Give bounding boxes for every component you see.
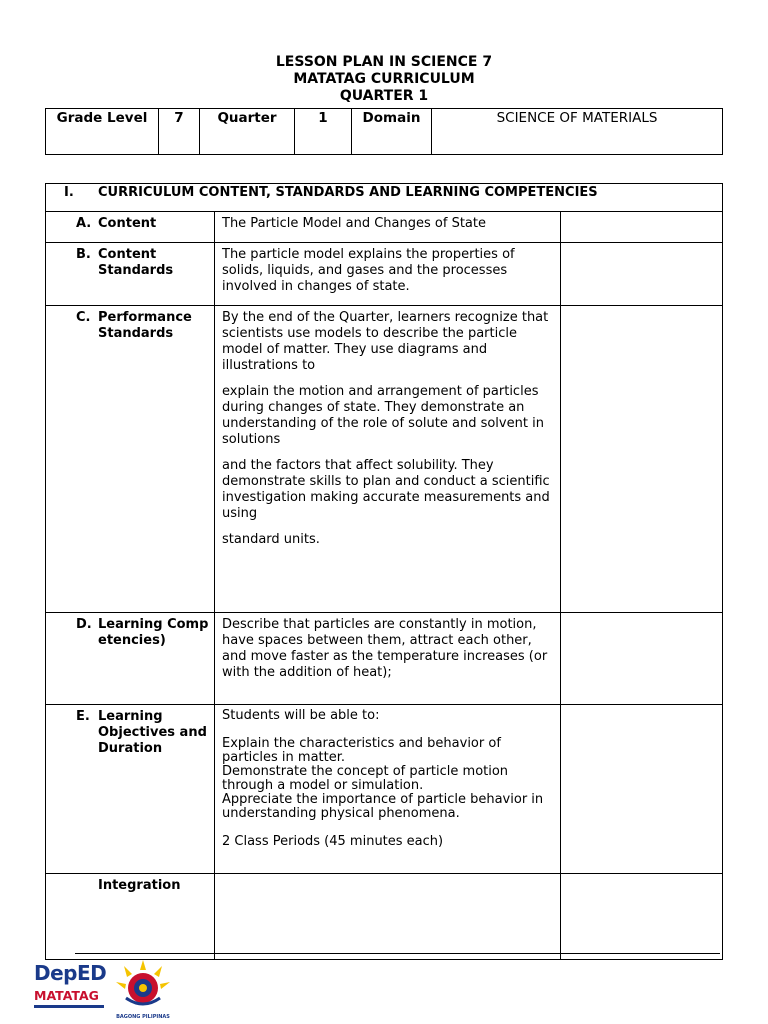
quarter-title: QUARTER 1 <box>339 88 429 104</box>
quarter-label: Quarter <box>200 109 295 155</box>
row-paragraph: By the end of the Quarter, learners recognize that scientists use models to describe the particle model of matter. They use diagrams and illustrations to <box>222 310 549 373</box>
row-label-text: Content Standards <box>98 247 174 278</box>
row-letter <box>76 878 98 894</box>
row-letter: C. <box>76 310 91 325</box>
row-notes <box>561 874 723 960</box>
row-paragraph: The particle model explains the properties of solids, liquids, and gases and the processes involved in changes of state. <box>222 247 515 294</box>
row-label-text: Learning Competencies) <box>98 617 209 648</box>
row-paragraph: Appreciate the importance of particle behavior in understanding physical phenomena. <box>222 792 544 821</box>
row-letter: B. <box>76 247 91 262</box>
row-paragraph: Demonstrate the concept of particle motion through a model or simulation. <box>222 764 509 793</box>
row-label-text: Learning Objectives and Duration <box>98 709 207 756</box>
row-letter: E. <box>76 709 90 724</box>
domain-value: SCIENCE OF MATERIALS <box>432 109 723 155</box>
grade-label: Grade Level <box>46 109 159 155</box>
row-label <box>46 613 215 705</box>
row-paragraph: Students will be able to: <box>222 708 380 723</box>
row-notes <box>561 306 723 613</box>
row-paragraph: The Particle Model and Changes of State <box>222 216 486 231</box>
deped-matatag-logo <box>34 962 110 1016</box>
deped-wordmark: DepED <box>34 961 107 985</box>
row-notes <box>561 613 723 705</box>
document-title: LESSON PLAN IN SCIENCE 7 <box>275 54 493 70</box>
footer-divider <box>75 953 720 954</box>
section-header <box>46 184 723 212</box>
row-content <box>215 212 561 243</box>
quarter-value: 1 <box>295 109 352 155</box>
row-content <box>215 243 561 306</box>
row-paragraph: and the factors that affect solubility. They demonstrate skills to plan and conduct a scientific investigation making accurate measurements and using <box>222 458 550 521</box>
row-letter: D. <box>76 617 92 632</box>
row-letter: A. <box>76 216 92 231</box>
section-title: CURRICULUM CONTENT, STANDARDS AND LEARNING COMPETENCIES <box>98 185 598 200</box>
row-content <box>215 613 561 705</box>
row-content <box>215 306 561 613</box>
section-header-row <box>46 184 723 212</box>
row-notes <box>561 243 723 306</box>
row-notes <box>561 212 723 243</box>
grade-value: 7 <box>159 109 200 155</box>
row-label <box>46 212 215 243</box>
row-content <box>215 705 561 874</box>
domain-label: Domain <box>352 109 432 155</box>
row-label-text: Content <box>98 216 157 231</box>
row-paragraph: explain the motion and arrangement of particles during changes of state. They demonstrate an understanding of the role of solute and solvent in solutions <box>222 384 544 447</box>
table-row <box>46 613 723 705</box>
row-paragraph: 2 Class Periods (45 minutes each) <box>222 834 444 849</box>
table-row <box>46 243 723 306</box>
row-label <box>46 306 215 613</box>
matatag-wordmark: MATATAG <box>34 988 99 1003</box>
section-number: I. <box>64 185 74 200</box>
curriculum-table <box>45 183 723 960</box>
row-label <box>46 874 215 960</box>
row-label-text: Performance Standards <box>98 310 192 341</box>
info-table <box>45 108 723 155</box>
table-row <box>46 705 723 874</box>
table-row <box>46 212 723 243</box>
bagong-pilipinas-logo <box>112 958 174 1020</box>
table-row <box>46 306 723 613</box>
row-paragraph: standard units. <box>222 532 320 547</box>
row-label-text: Integration <box>98 878 181 893</box>
curriculum-title: MATATAG CURRICULUM <box>293 71 475 87</box>
row-content <box>215 874 561 960</box>
sun-emblem-icon <box>112 958 174 1010</box>
row-paragraph: Describe that particles are constantly in motion, have spaces between them, attract each other, and move faster as the temperature increases (or with the addition of heat); <box>222 617 548 680</box>
bagong-pilipinas-text: BAGONG PILIPINAS <box>116 1014 170 1020</box>
row-label <box>46 705 215 874</box>
row-label <box>46 243 215 306</box>
table-row <box>46 874 723 960</box>
row-paragraph: Explain the characteristics and behavior of particles in matter. <box>222 736 501 765</box>
row-notes <box>561 705 723 874</box>
